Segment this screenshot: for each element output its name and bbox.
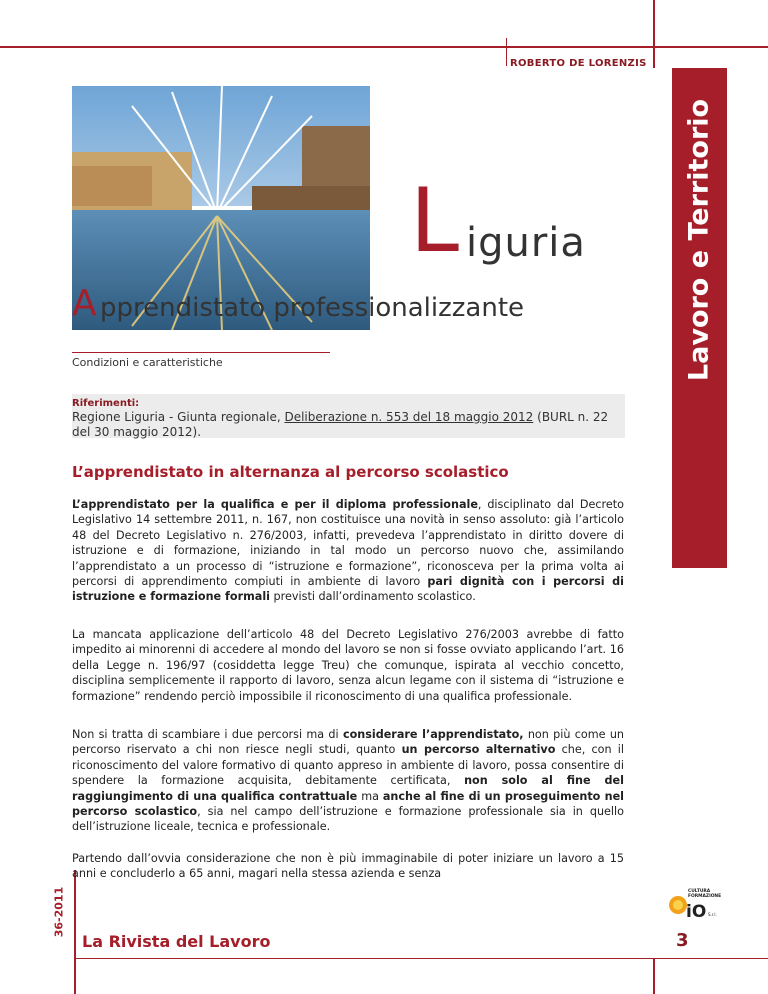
subtitle-initial: A: [72, 283, 97, 324]
section-label: Condizioni e caratteristiche: [72, 356, 223, 369]
p1-bold-a: L’apprendistato per la qualifica e per il diploma professionale: [72, 498, 478, 511]
logo-text-srl: S.r.l.: [708, 912, 717, 917]
references-label: Riferimenti:: [72, 398, 140, 409]
paragraph-2: La mancata applicazione dell’articolo 48 del Decreto Legislativo 276/2003 avrebbe di fatto impedito ai minorenni di accedere al mondo del lavoro se non si fosse ovviato applicando l’art. 16 della Legge n. 196/97 (cosiddetta legge Treu) che comunque, ispirata al vecchio concetto, disciplina semplicemente il rapporto di lavoro, senza alcun legame con il sistema di “istruzione e formazione” rendendo perciò impossibile il riconoscimento di una qualifica professionale.: [72, 628, 624, 703]
page-number: 3: [676, 930, 689, 951]
footer-vertical-rule: [74, 870, 76, 994]
subtitle: pprendistato professionalizzante: [100, 293, 525, 323]
references-text: [72, 410, 624, 440]
logo-text-mid: FORMAZIONE: [688, 894, 722, 899]
p3-text-g: ma: [357, 789, 383, 803]
author-name: ROBERTO DE LORENZIS: [510, 58, 647, 69]
top-horizontal-rule: [0, 46, 768, 48]
p3-text-c: non più come un percorso riservato a chi non riesce negli studi, quanto: [72, 728, 624, 757]
p3-bold-f: non solo al fine del raggiungimento di una qualifica contrattuale: [72, 774, 624, 803]
references-prefix: Regione Liguria - Giunta regionale,: [72, 410, 285, 424]
p3-bold-d: un percorso alternativo: [401, 743, 556, 757]
p3-text-i: , sia nel campo dell’istruzione e formazione professionale sia in quello dell’istruzione liceale, tecnica e professionale.: [72, 805, 624, 834]
paragraph-3: [72, 727, 624, 835]
paragraph-4: Partendo dall’ovvia considerazione che non è più immaginabile di poter iniziare un lavoro a 15 anni e concluderlo a 65 anni, magari nella stessa azienda e senza: [72, 852, 624, 881]
subtitle-rule: [72, 352, 330, 353]
p3-bold-b: considerare l’apprendistato,: [342, 728, 524, 741]
footer-right-rule: [653, 958, 655, 994]
p3-text-e: che, con il riconoscimento del valore formativo di quanto appreso in ambiente di lavoro, possa consentire di spendere la formazione acquisita, debitamente certificata,: [72, 743, 624, 788]
magazine-title: La Rivista del Lavoro: [82, 932, 271, 951]
paragraph-1: [72, 497, 624, 605]
references-link[interactable]: Deliberazione n. 553 del 18 maggio 2012: [284, 410, 534, 424]
footer-horizontal-rule: [74, 958, 768, 959]
author-rule: [506, 38, 507, 66]
issue-number: 36-2011: [52, 886, 66, 938]
p3-bold-h: anche al fine di un proseguimento nel percorso scolastico: [72, 789, 624, 819]
title-initial: L: [410, 169, 460, 272]
article-heading: L’apprendistato in alternanza al percorso scolastico: [72, 463, 509, 481]
p1-text-d: previsti dall’ordinamento scolastico.: [270, 590, 476, 604]
logo-text-io: iO: [686, 902, 707, 919]
top-vertical-rule: [653, 0, 655, 68]
section-band-label: Lavoro e Territorio: [683, 98, 715, 382]
page-title: iguria: [466, 220, 586, 266]
logo-text-top: CULTURA: [688, 889, 711, 894]
p1-text-b: , disciplinato dal Decreto Legislativo 14 settembre 2011, n. 167, non costituisce una novità in senso assoluto: già l’articolo 48 del Decreto Legislativo n. 276/2003, infatti, prevedeva l’apprendistato in diritto dovere di istruzione e di formazione, iniziando in tal modo un percorso nuovo che, assimilando l’apprendistato a un processo di “istruzione e formazione”, riconosceva per la prima volta ai percorsi di apprendimento compiuti in ambiente di lavoro: [72, 498, 624, 589]
references-suffix: (BURL n. 22 del 30 maggio 2012).: [72, 410, 609, 439]
p3-text-a: Non si tratta di scambiare i due percorsi ma di: [72, 728, 343, 741]
p1-bold-c: pari dignità con i percorsi di istruzione e formazione formali: [72, 575, 624, 604]
cultura-formazione-logo: [668, 887, 722, 919]
